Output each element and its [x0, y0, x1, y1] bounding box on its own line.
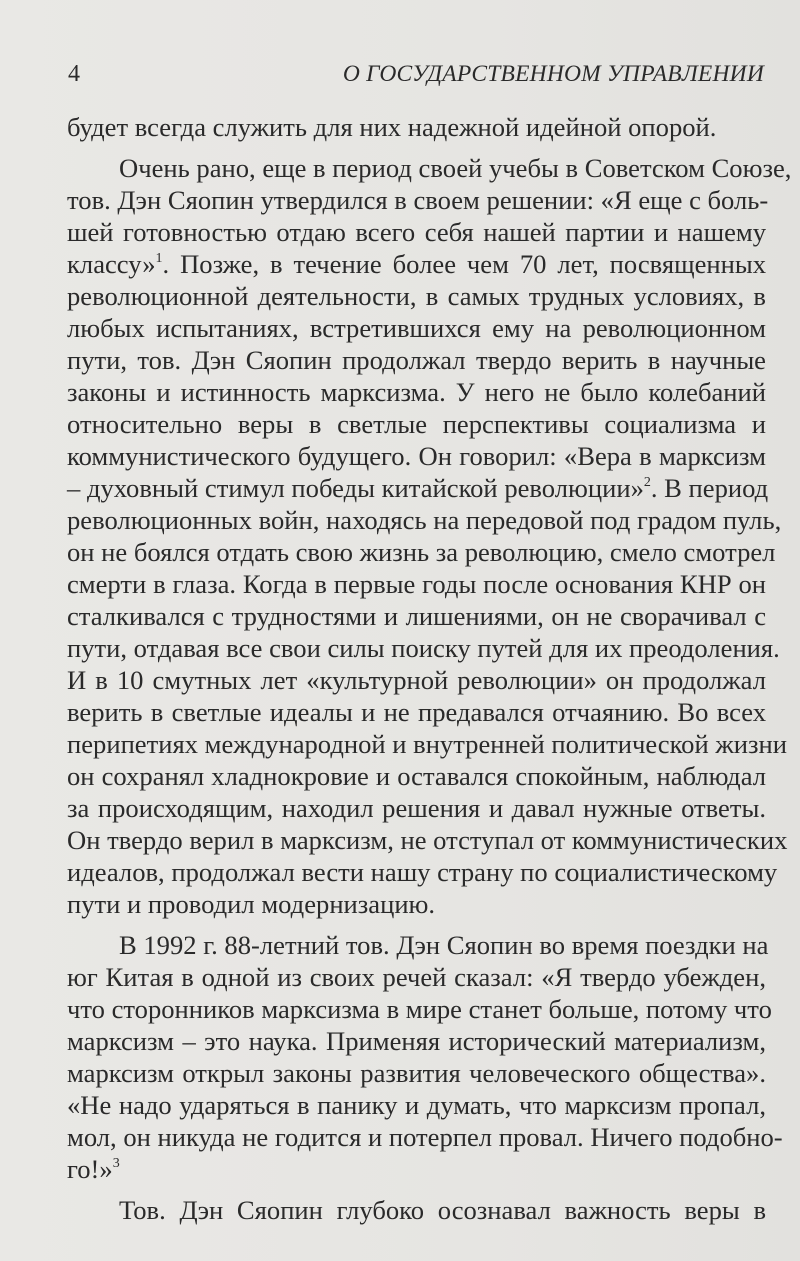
- text-line: тов. Дэн Сяопин утвердился в своем решении: «Я еще с боль-: [67, 185, 769, 215]
- text-line: коммунистического будущего. Он говорил: «Вера в марксизм: [67, 441, 766, 471]
- text-line: будет всегда служить для них надежной идейной опорой.: [67, 112, 717, 142]
- text-fragment: го!»: [67, 1154, 113, 1184]
- text-line: он сохранял хладнокровие и оставался спокойным, наблюдал: [67, 761, 766, 791]
- text-line: пути и проводил модернизацию.: [67, 889, 436, 919]
- text-line: Он твердо верил в марксизм, не отступал от коммунистических: [67, 825, 788, 855]
- text-line: В 1992 г. 88-летний тов. Дэн Сяопин во время поездки на: [119, 930, 769, 960]
- text-line: И в 10 смутных лет «культурной революции» он продолжал: [67, 665, 766, 695]
- text-line: революционных войн, находясь на передовой под градом пуль,: [67, 505, 782, 535]
- text-line: революционной деятельности, в самых трудных условиях, в: [67, 281, 766, 311]
- paragraph: [67, 1194, 766, 1226]
- text-fragment: . Позже, в течение более чем 70 лет, посвященных: [162, 249, 766, 279]
- text-line: марксизм открыл законы развития человеческого общества».: [67, 1058, 766, 1088]
- text-line: Тов. Дэн Сяопин глубоко осознавал важность веры в: [119, 1195, 766, 1225]
- text-line: любых испытаниях, встретившихся ему на революционном: [67, 313, 766, 343]
- text-line: он не боялся отдать свою жизнь за революцию, смело смотрел: [67, 537, 776, 567]
- page-header: [68, 57, 768, 91]
- text-line: относительно веры в светлые перспективы социализма и: [67, 409, 766, 439]
- text-line: сталкивался с трудностями и лишениями, он не сворачивал с: [67, 601, 766, 631]
- text-line: марксизм – это наука. Применяя исторический материализм,: [67, 1026, 766, 1056]
- paragraph: [67, 929, 783, 1185]
- text-fragment: классу»: [67, 249, 156, 279]
- text-line: мол, он никуда не годится и потерпел провал. Ничего подобно-: [67, 1122, 783, 1152]
- text-line-with-footnote: [67, 1153, 766, 1185]
- text-line-with-footnote: [67, 248, 766, 280]
- text-line: верить в светлые идеалы и не предавался отчаянию. Во всех: [67, 697, 766, 727]
- text-fragment: . В период: [650, 473, 769, 503]
- text-line: перипетиях международной и внутренней политической жизни: [67, 729, 787, 759]
- text-line: законы и истинность марксизма. У него не было колебаний: [67, 377, 766, 407]
- paragraph: [67, 111, 766, 143]
- footnote-marker: 3: [112, 1156, 120, 1171]
- footnote-marker: 1: [155, 251, 163, 266]
- text-line: что сторонников марксизма в мире станет больше, потому что: [67, 994, 772, 1024]
- text-line: идеалов, продолжал вести нашу страну по социалистическому: [67, 857, 778, 887]
- page-number: 4: [68, 61, 80, 87]
- text-line: за происходящим, находил решения и давал нужные ответы.: [67, 793, 766, 823]
- text-line: Очень рано, еще в период своей учебы в Советском Союзе,: [119, 153, 792, 183]
- text-line: пути, отдавая все свои силы поиску путей для их преодоления.: [67, 633, 780, 663]
- paragraph: [67, 152, 792, 920]
- text-line: шей готовностью отдаю всего себя нашей партии и нашему: [67, 217, 766, 247]
- running-title: О ГОСУДАРСТВЕННОМ УПРАВЛЕНИИ: [342, 61, 764, 87]
- text-line: юг Китая в одной из своих речей сказал: «Я твердо убежден,: [67, 962, 766, 992]
- footnote-marker: 2: [643, 475, 651, 490]
- text-line: смерти в глаза. Когда в первые годы после основания КНР он: [67, 569, 766, 599]
- text-fragment: – духовный стимул победы китайской революции»: [67, 473, 644, 503]
- text-line-with-footnote: [67, 472, 769, 504]
- body-text: [67, 111, 792, 1235]
- text-line: пути, тов. Дэн Сяопин продолжал твердо верить в научные: [67, 345, 766, 375]
- text-line: «Не надо ударяться в панику и думать, что марксизм пропал,: [67, 1090, 766, 1120]
